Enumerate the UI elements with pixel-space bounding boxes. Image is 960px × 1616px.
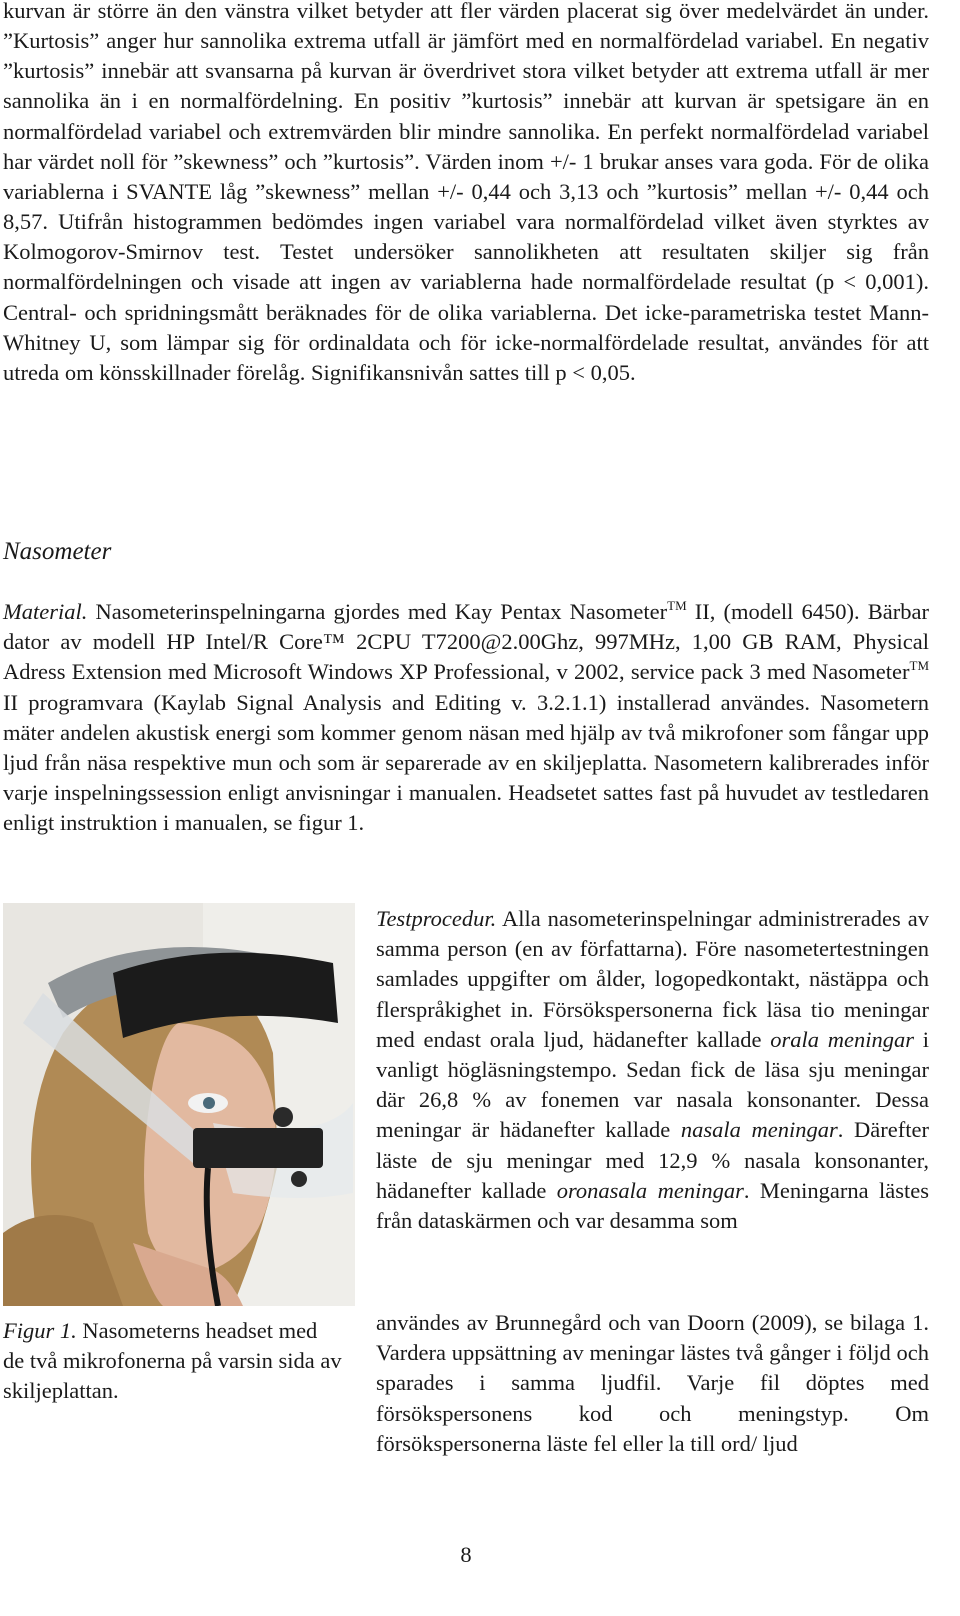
eye-iris (203, 1097, 215, 1109)
testprocedur-continued: användes av Brunnegård och van Doorn (2009), se bilaga 1. Vardera uppsättning av meningar lästes två gånger i följd och sparades i samma ljudfil. Varje fil döptes med försökspersonens kod och meningstyp. Om försökspersonerna läste fel eller la till ord/ ljud (376, 1310, 929, 1456)
testprocedur-paragraph (376, 904, 929, 1236)
material-text-3: II programvara (Kaylab Signal Analysis and Editing v. 3.2.1.1) installerad användes. Nasometern mäter andelen akustisk energi som kommer genom näsan med hjälp av två mikrofoner som fångar upp ljud från näsa respektive mun och som är separerade av en skiljeplatta. Nasometern kalibrerades inför varje inspelningssession enligt anvisningar i manualen. Headsetet sattes fast på huvudet av testledaren enligt instruktion i manualen, se figur 1. (3, 689, 929, 836)
knob-top (273, 1107, 293, 1127)
page-number: 8 (460, 1542, 472, 1567)
material-paragraph (3, 597, 929, 839)
figure-label: Figur 1. (3, 1318, 77, 1343)
term-oronasala-meningar: oronasala meningar (556, 1177, 744, 1203)
section-heading: Nasometer (3, 538, 112, 565)
material-text-1: Nasometerinspelningarna gjordes med Kay Pentax Nasometer (87, 599, 668, 624)
nasometer-headset-photo (3, 903, 355, 1306)
trademark-2: TM (909, 658, 929, 674)
testprocedur-text-3: . Därefter läste de sju meningar med 12,9 % nasala konsonanter, hädanefter kallade (376, 1117, 929, 1203)
microphone-block (193, 1128, 323, 1168)
term-nasala-meningar: nasala meningar (680, 1117, 838, 1143)
material-label: Material. (3, 599, 88, 624)
material-text-2: II, (modell 6450). Bärbar dator av modell HP Intel/R Core™ 2CPU T7200@2.00Ghz, 997MHz, 1,00 GB RAM, Physical Adress Extension med Microsoft Windows XP Professional, v 2002, service pack 3 med Nasometer (3, 599, 929, 685)
testprocedur-text-2: i vanligt högläsningstempo. Sedan fick de läsa sju meningar där 26,8 % av fonemen var nasala konsonanter. Dessa meningar är hädanefter kallade (376, 1026, 930, 1143)
testprocedur-text-4: . Meningarna lästes från dataskärmen och var desamma som (376, 1177, 929, 1234)
testprocedur-text-1: Alla nasometerinspelningar administrerades av samma person (en av författarna). Före nasometertestningen samlades uppgifter om ålder, logopedkontakt, nästäppa och flerspråkighet in. Försökspersonerna fick läsa tio meningar med endast orala ljud, hädanefter kallade (376, 906, 929, 1052)
figure-caption-text: Nasometerns headset med de två mikrofonerna på varsin sida av skiljeplattan. (3, 1318, 342, 1404)
figure-caption (3, 1316, 343, 1407)
photo-illustration (3, 903, 355, 1306)
knob-bottom (291, 1171, 307, 1187)
term-orala-meningar: orala meningar (770, 1026, 914, 1052)
testprocedur-label: Testprocedur. (376, 906, 497, 931)
intro-paragraph: kurvan är större än den vänstra vilket betyder att fler värden placerat sig över medelvärdet än under. ”Kurtosis” anger hur sannolika extrema utfall är jämfört med en normalfördelad variabel. En negativ ”kurtosis” innebär att svansarna på kurvan är överdrivet stora vilket betyder att extrema utfall är mer sannolika än i en normalfördelning. En positiv ”kurtosis” innebär att kurvan är spetsigare än en normalfördelad variabel och extremvärden blir mindre sannolika. En perfekt normalfördelad variabel har värdet noll för ”skewness” och ”kurtosis”. Värden inom +/- 1 brukar anses vara goda. För de olika variablerna i SVANTE låg ”skewness” mellan +/- 0,44 och 3,13 och ”kurtosis” mellan +/- 0,44 och 8,57. Utifrån histogrammen bedömdes ingen variabel vara normalfördelad vilket även styrktes av Kolmogorov-Smirnov test. Testet undersöker sannolikheten att resultaten skiljer sig från normalfördelningen och visade att ingen av variablerna hade normalfördelade resultat (p < 0,001). Central- och spridningsmått beräknades för de olika variablerna. Det icke-parametriska testet Mann-Whitney U, som lämpar sig för ordinaldata och för icke-normalfördelade resultat, användes för att utreda om könsskillnader förelåg. Signifikansnivån sattes till p < 0,05. (3, 0, 929, 385)
trademark-1: TM (667, 598, 687, 613)
